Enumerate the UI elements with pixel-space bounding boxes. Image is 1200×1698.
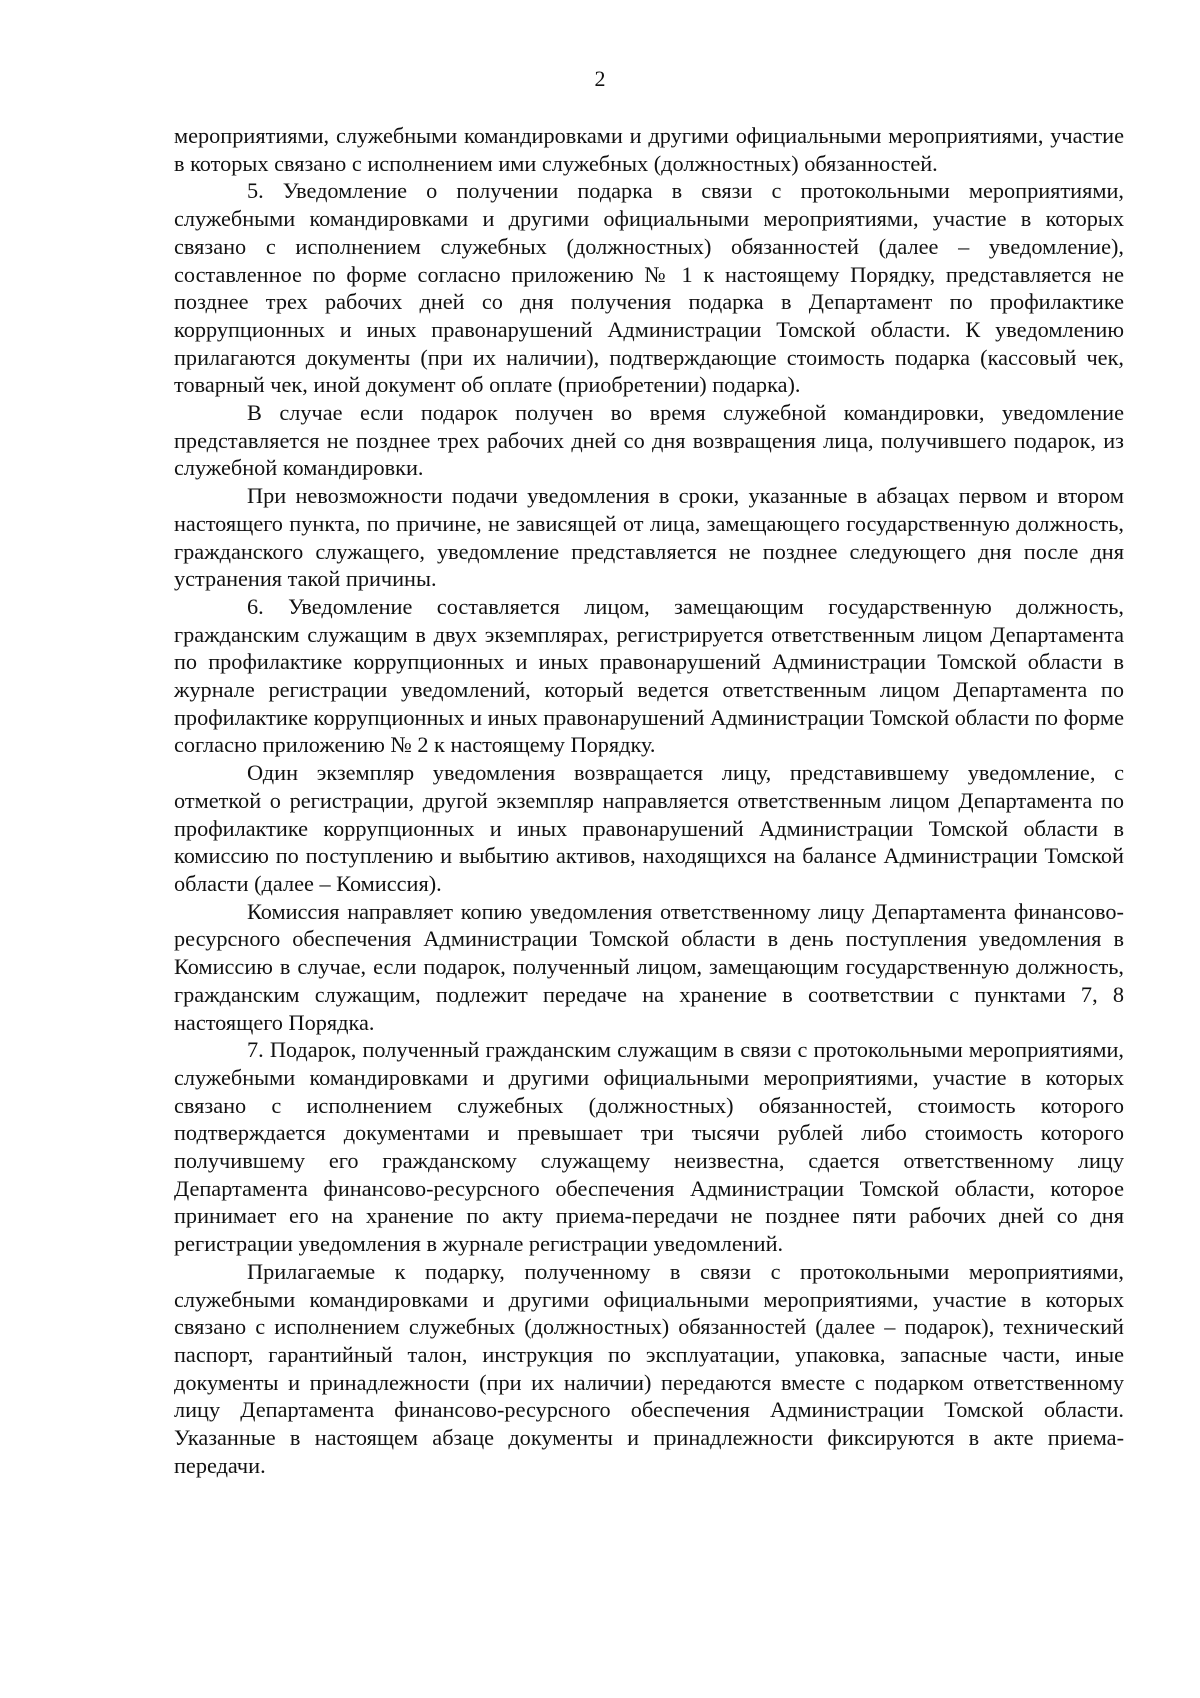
paragraph-commission: Комиссия направляет копию уведомления ответственному лицу Департамента финансово-ресурсного обеспечения Администрации Томской области в день поступления уведомления в Комиссию в случае, если подарок, полученный лицом, замещающим государственную должность, гражданским служащим, подлежит передаче на хранение в соответствии с пунктами 7, 8 настоящего Порядка. bbox=[174, 898, 1124, 1035]
paragraph-copy-return: Один экземпляр уведомления возвращается лицу, представившему уведомление, с отметкой о регистрации, другой экземпляр направляется ответственным лицом Департамента по профилактике коррупционных и иных правонарушений Администрации Томской области в комиссию по поступлению и выбытию активов, находящихся на балансе Администрации Томской области (далее – Комиссия). bbox=[174, 760, 1124, 896]
paragraph-continuation: мероприятиями, служебными командировками и другими официальными мероприятиями, участие в которых связано с исполнением ими служебных (должностных) обязанностей. bbox=[174, 123, 1124, 176]
paragraph-item-7: 7. Подарок, полученный гражданским служащим в связи с протокольными мероприятиями, служебными командировками и другими официальными мероприятиями, участие в которых связано с исполнением служебных (должностных) обязанностей, стоимость которого подтверждается документами и превышает три тысячи рублей либо стоимость которого получившему его гражданскому служащему неизвестна, сдается ответственному лицу Департамента финансово-ресурсного обеспечения Администрации Томской области, которое принимает его на хранение по акту приема-передачи не позднее пяти рабочих дней со дня регистрации уведомления в журнале регистрации уведомлений. bbox=[174, 1037, 1124, 1257]
paragraph-item-5: 5. Уведомление о получении подарка в связи с протокольными мероприятиями, служебными командировками и другими официальными мероприятиями, участие в которых связано с исполнением служебных (должностных) обязанностей (далее – уведомление), составленное по форме согласно приложению № 1 к настоящему Порядку, представляется не позднее трех рабочих дней со дня получения подарка в Департамент по профилактике коррупционных и иных правонарушений Администрации Томской области. К уведомлению прилагаются документы (при их наличии), подтверждающие стоимость подарка (кассовый чек, товарный чек, иной документ об оплате (приобретении) подарка). bbox=[174, 178, 1124, 398]
paragraph-item-6: 6. Уведомление составляется лицом, замещающим государственную должность, гражданским служащим в двух экземплярах, регистрируется ответственным лицом Департамента по профилактике коррупционных и иных правонарушений Администрации Томской области в журнале регистрации уведомлений, который ведется ответственным лицом Департамента по профилактике коррупционных и иных правонарушений Администрации Томской области по форме согласно приложению № 2 к настоящему Порядку. bbox=[174, 593, 1124, 758]
paragraph-impossibility: При невозможности подачи уведомления в сроки, указанные в абзацах первом и втором настоящего пункта, по причине, не зависящей от лица, замещающего государственную должность, гражданского служащего, уведомление представляется не позднее следующего дня после дня устранения такой причины. bbox=[174, 483, 1124, 592]
paragraph-attachments: Прилагаемые к подарку, полученному в связи с протокольными мероприятиями, служебными командировками и другими официальными мероприятиями, участие в которых связано с исполнением служебных (должностных) обязанностей (далее – подарок), технический паспорт, гарантийный талон, инструкция по эксплуатации, упаковка, запасные части, иные документы и принадлежности (при их наличии) передаются вместе с подарком ответственному лицу Департамента финансово-ресурсного обеспечения Администрации Томской области. Указанные в настоящем абзаце документы и принадлежности фиксируются в акте приема-передачи. bbox=[174, 1258, 1124, 1478]
paragraph-business-trip: В случае если подарок получен во время служебной командировки, уведомление представляется не позднее трех рабочих дней со дня возвращения лица, получившего подарок, из служебной командировки. bbox=[174, 400, 1124, 481]
page-number: 2 bbox=[594, 66, 606, 91]
document-body bbox=[174, 122, 1124, 1479]
